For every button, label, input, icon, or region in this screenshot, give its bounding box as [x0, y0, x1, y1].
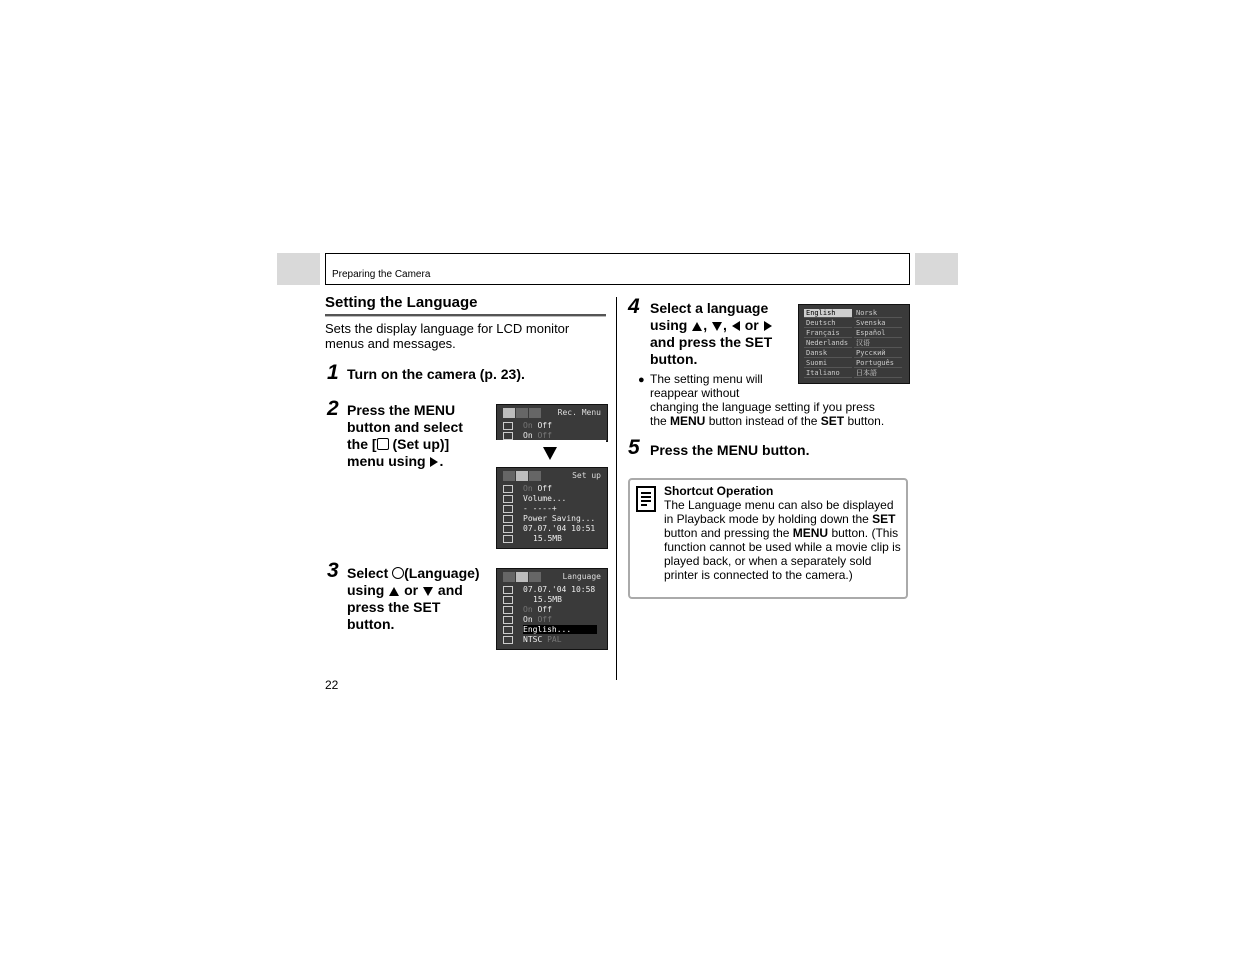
- lcd-row: On Off: [523, 431, 552, 440]
- lcd-row-icon: [503, 525, 513, 533]
- language-option: 日本語: [854, 369, 902, 378]
- lcd-row-icon: [503, 515, 513, 523]
- language-option: Italiano: [804, 369, 852, 378]
- step-3-text: [347, 565, 492, 633]
- step-4-text: [650, 300, 795, 368]
- step-2-line-3: the [ (Set up)]: [347, 436, 450, 452]
- bullet-icon: ●: [638, 374, 645, 386]
- language-option: English: [804, 309, 852, 318]
- language-option: Svenska: [854, 319, 902, 328]
- step-4-note: [650, 372, 900, 428]
- page-title: Setting the Language: [325, 294, 478, 311]
- lcd-row-selected: English...: [523, 625, 597, 634]
- step-3-line-1: Select (Language): [347, 565, 480, 581]
- step-2-line-4: menu using .: [347, 453, 444, 469]
- step-4-line-4: button.: [650, 351, 698, 367]
- lcd-row-icon: [503, 485, 513, 493]
- lcd-tabs: [503, 408, 543, 419]
- note-line: the MENU button instead of the SET button.: [650, 414, 885, 428]
- shortcut-title: Shortcut Operation: [664, 484, 774, 498]
- lcd-tabs: [503, 471, 543, 482]
- language-option: Dansk: [804, 349, 852, 358]
- up-arrow-icon: [692, 322, 702, 331]
- lcd-row: - ----+: [523, 504, 557, 513]
- lcd-row-icon: [503, 626, 513, 634]
- language-option: 汉语: [854, 339, 902, 348]
- language-option: Norsk: [854, 309, 902, 318]
- lcd-language-menu: [496, 568, 608, 650]
- step-2-line-2: button and select: [347, 419, 463, 435]
- language-option: Русский: [854, 349, 902, 358]
- lcd-row-icon: [503, 606, 513, 614]
- intro-text: Sets the display language for LCD monitor menus and messages.: [325, 321, 570, 351]
- step-1-number: 1: [327, 361, 339, 384]
- language-icon: [392, 567, 404, 579]
- page-number: 22: [325, 678, 339, 692]
- shortcut-text: Shortcut Operation The Language menu can also be displayed in Playback mode by holding down the SET button and pressing the MENU button. (This function cannot be used while a movie clip is played back, or when a separately sold printer is connected to the camera.): [664, 484, 906, 582]
- lcd-row-icon: [503, 636, 513, 644]
- up-arrow-icon: [389, 587, 399, 596]
- note-line: The setting menu will: [650, 372, 763, 386]
- setup-icon: [377, 438, 389, 450]
- down-arrow-icon: [712, 322, 722, 331]
- lcd-title: Language: [562, 572, 601, 581]
- column-divider: [616, 297, 617, 680]
- note-line: reappear without: [650, 386, 740, 400]
- lcd-row: On Off: [523, 605, 552, 614]
- title-rule: [325, 314, 606, 317]
- lcd-row: On Off: [523, 615, 552, 624]
- step-4-line-2: using , , or: [650, 317, 795, 334]
- lcd-row-icon: [503, 535, 513, 543]
- lcd-row-icon: [503, 422, 513, 430]
- step-3-line-4: button.: [347, 616, 395, 632]
- step-1-text: Turn on the camera (p. 23).: [347, 366, 525, 382]
- section-header: [325, 253, 910, 285]
- right-tab: [915, 253, 958, 285]
- note-line: changing the language setting if you press: [650, 400, 875, 414]
- lcd-title: Set up: [572, 471, 601, 480]
- lcd-row-icon: [503, 616, 513, 624]
- lcd-row-icon: [503, 495, 513, 503]
- lcd-setup-menu: [496, 467, 608, 549]
- down-arrow-indicator: [496, 440, 606, 467]
- left-arrow-icon: [732, 321, 740, 331]
- language-option: Suomi: [804, 359, 852, 368]
- language-option: Português: [854, 359, 902, 368]
- lcd-row: 15.5MB: [533, 595, 562, 604]
- section-title: Preparing the Camera: [332, 269, 431, 280]
- step-4-line-3: and press the SET: [650, 334, 773, 350]
- step-2-text: [347, 402, 492, 470]
- step-5-text: Press the MENU button.: [650, 442, 810, 458]
- language-option: Français: [804, 329, 852, 338]
- step-2-number: 2: [327, 397, 339, 420]
- step-2-line-1: Press the MENU: [347, 402, 456, 418]
- lcd-rec-menu: [496, 404, 608, 442]
- step-4-line-1: Select a language: [650, 300, 769, 316]
- language-option: Nederlands: [804, 339, 852, 348]
- lcd-row-icon: [503, 432, 513, 440]
- memo-icon: [636, 486, 656, 512]
- step-4-number: 4: [628, 295, 640, 318]
- step-3-number: 3: [327, 559, 339, 582]
- lcd-row: On Off: [523, 421, 552, 430]
- lcd-row-icon: [503, 596, 513, 604]
- lcd-row: 07.07.'04 10:58: [523, 585, 596, 594]
- step-3-line-3: press the SET: [347, 599, 441, 615]
- language-option: Español: [854, 329, 902, 338]
- left-tab: [277, 253, 320, 285]
- down-arrow-icon: [543, 447, 557, 460]
- lcd-row: On Off: [523, 484, 552, 493]
- step-3-line-2: using or and: [347, 582, 463, 598]
- lcd-row: 07.07.'04 10:51: [523, 524, 596, 533]
- lcd-row-icon: [503, 586, 513, 594]
- down-arrow-icon: [423, 587, 433, 596]
- lcd-row: Volume...: [523, 494, 567, 503]
- step-5-number: 5: [628, 436, 640, 459]
- shortcut-note-box: [628, 478, 908, 599]
- right-arrow-icon: [764, 321, 772, 331]
- lcd-row: NTSC PAL: [523, 635, 562, 644]
- language-option: Deutsch: [804, 319, 852, 328]
- lcd-tabs: [503, 572, 543, 583]
- lcd-title: Rec. Menu: [557, 408, 601, 417]
- lcd-row: Power Saving...: [523, 514, 596, 523]
- lcd-row-icon: [503, 505, 513, 513]
- right-arrow-icon: [430, 457, 438, 467]
- lcd-row: 15.5MB: [533, 534, 562, 543]
